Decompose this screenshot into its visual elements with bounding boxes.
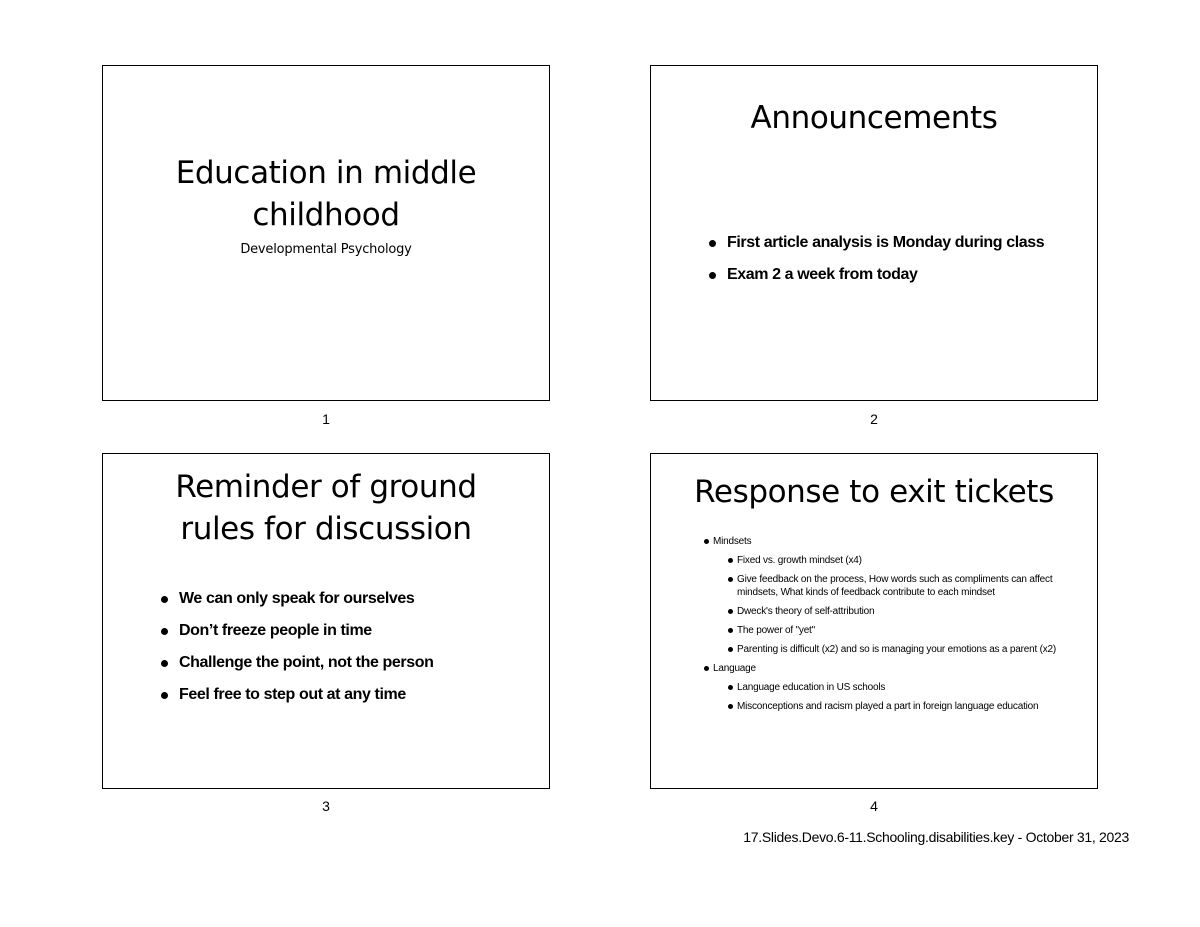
bullet-item: First article analysis is Monday during class	[709, 232, 1044, 264]
outline-section-label: Mindsets	[713, 536, 752, 547]
outline-section	[703, 662, 1063, 713]
slide-3-bullet-list	[161, 588, 433, 716]
document-footer: 17.Slides.Devo.6-11.Schooling.disabilities.key - October 31, 2023	[743, 829, 1129, 845]
bullet-item: Challenge the point, not the person	[161, 652, 433, 684]
slide-number: 3	[322, 798, 330, 814]
slide-4-outline	[703, 535, 1063, 719]
bullet-item: Don’t freeze people in time	[161, 620, 433, 652]
outline-section-label: Language	[713, 663, 756, 674]
slide-1-title-line-2: childhood	[252, 197, 400, 233]
slide-3	[102, 453, 550, 789]
slide-2-bullet-list	[709, 232, 1044, 296]
outline-section	[703, 535, 1063, 656]
slide-2	[650, 65, 1098, 401]
slide-3-title	[103, 466, 549, 550]
slide-4-title: Response to exit tickets	[694, 474, 1054, 510]
slide-1-title	[103, 152, 549, 236]
slide-2-title: Announcements	[750, 100, 998, 136]
bullet-item: Exam 2 a week from today	[709, 264, 1044, 296]
slide-4	[650, 453, 1098, 789]
slide-number: 1	[322, 411, 330, 427]
outline-item: Language education in US schools	[727, 681, 1063, 694]
bullet-item: We can only speak for ourselves	[161, 588, 433, 620]
slide-3-title-line-2: rules for discussion	[180, 511, 472, 547]
slide-3-title-line-1: Reminder of ground	[175, 469, 477, 505]
slide-number: 4	[870, 798, 878, 814]
slide-1	[102, 65, 550, 401]
outline-item: Fixed vs. growth mindset (x4)	[727, 554, 1063, 567]
outline-item: Dweck's theory of self-attribution	[727, 605, 1063, 618]
outline-item: Give feedback on the process, How words such as compliments can affect mindsets, What kinds of feedback contribute to each mindset	[727, 573, 1063, 599]
bullet-item: Feel free to step out at any time	[161, 684, 433, 716]
outline-item: Parenting is difficult (x2) and so is managing your emotions as a parent (x2)	[727, 643, 1063, 656]
slide-1-subtitle: Developmental Psychology	[240, 242, 412, 257]
slide-number: 2	[870, 411, 878, 427]
outline-item: The power of "yet"	[727, 624, 1063, 637]
slide-1-title-line-1: Education in middle	[175, 155, 477, 191]
outline-item: Misconceptions and racism played a part in foreign language education	[727, 700, 1063, 713]
